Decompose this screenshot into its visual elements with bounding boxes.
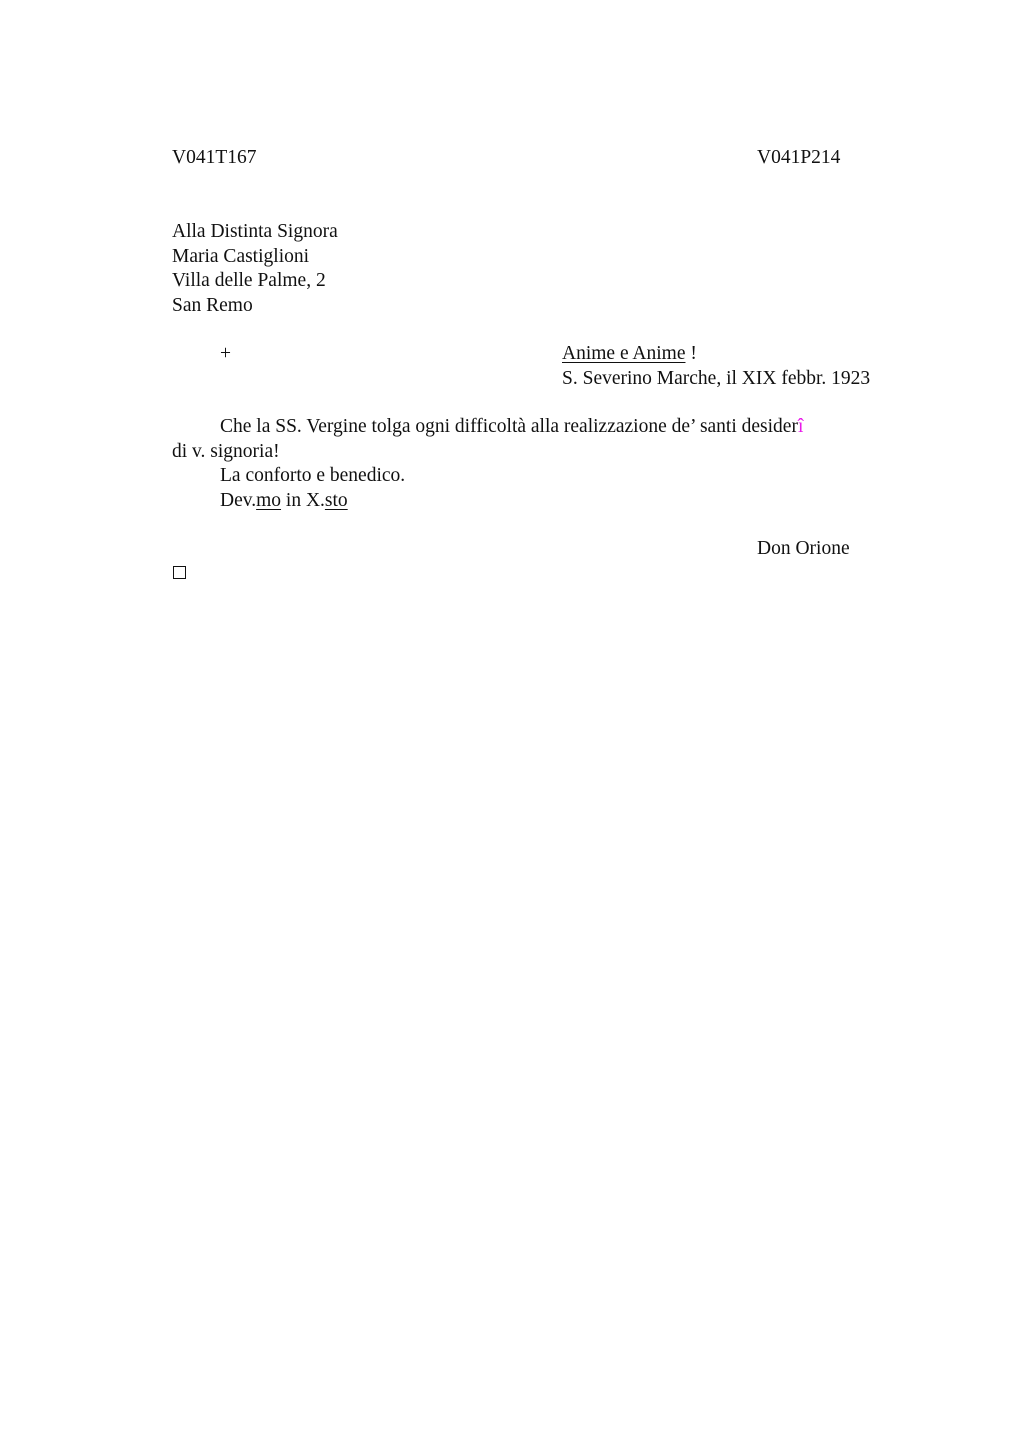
signature: Don Orione (757, 538, 850, 559)
left-code: V041T167 (172, 147, 257, 168)
motto-text: Anime e Anime (562, 343, 686, 364)
place-date: S. Severino Marche, il XIX febbr. 1923 (562, 368, 871, 389)
cross-mark: + (220, 343, 231, 364)
end-of-letter-checkbox[interactable] (173, 566, 186, 579)
body-line: di v. signoria! (172, 441, 280, 462)
closing-line (220, 489, 348, 513)
motto-suffix: ! (685, 343, 697, 364)
closing-part: in X. (281, 490, 325, 511)
address-line: Maria Castiglioni (172, 246, 310, 267)
edit-mark: î (797, 416, 804, 437)
right-code: V041P214 (757, 147, 841, 168)
address-line: Villa delle Palme, 2 (172, 270, 326, 291)
closing-part: Dev. (220, 490, 257, 511)
closing-superscript: sto (324, 490, 348, 511)
motto (562, 342, 697, 366)
address-line: San Remo (172, 295, 253, 316)
address-line: Alla Distinta Signora (172, 221, 338, 242)
body-line: La conforto e benedico. (220, 465, 406, 486)
closing-superscript: mo (256, 490, 282, 511)
body-text: Che la SS. Vergine tolga ogni difficoltà alla realizzazione de’ santi desider (220, 416, 798, 437)
body-line (220, 415, 803, 439)
